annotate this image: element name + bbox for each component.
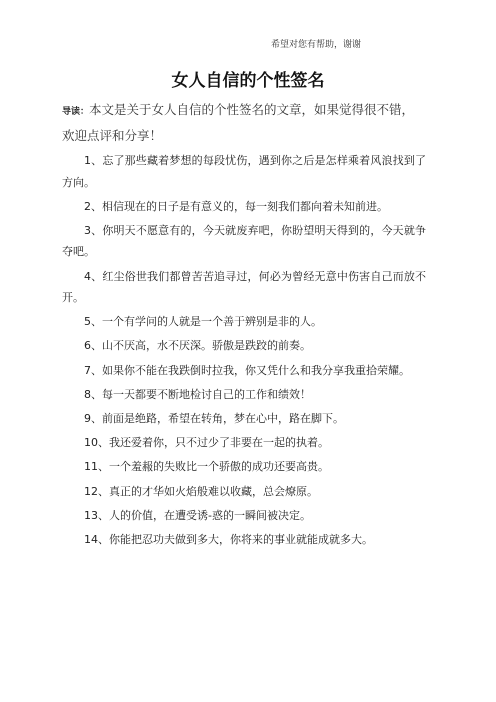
- list-item: 3、你明天不愿意有的，今天就废弃吧，你盼望明天得到的，今天就争夺吧。: [62, 223, 426, 259]
- list-item: 8、每一天都要不断地检讨自己的工作和绩效！: [84, 387, 311, 401]
- list-item: 7、如果你不能在我跌倒时拉我，你又凭什么和我分享我重拾荣耀。: [84, 363, 410, 377]
- header-note: 希望对您有帮助，谢谢: [270, 40, 361, 50]
- list-item: 1、忘了那些藏着梦想的每段忧伤，遇到你之后是怎样乘着风浪找到了方向。: [62, 154, 426, 189]
- list-item: 5、一个有学问的人就是一个善于辨别是非的人。: [84, 315, 322, 329]
- list-item: 4、红尘俗世我们都曾苦苦追寻过，何必为曾经无意中伤害自己而放不开。: [62, 269, 426, 305]
- list-item: 10、我还爱着你，只不过少了非要在一起的执着。: [84, 436, 329, 450]
- page-title: 女人自信的个性签名: [171, 71, 325, 91]
- list-item: 6、山不厌高，水不厌深。骄傲是跌跤的前奏。: [84, 339, 311, 353]
- list-item: 14、你能把忍功夫做到多大，你将来的事业就能成就多大。: [84, 532, 373, 546]
- document-body: [62, 150, 426, 553]
- list-item: 9、前面是绝路，希望在转角，梦在心中，路在脚下。: [84, 412, 344, 425]
- list-item: 2、相信现在的日子是有意义的，每一刻我们都向着未知前进。: [84, 199, 388, 213]
- intro-label: 导读：: [62, 107, 90, 117]
- intro-text: 本文是关于女人自信的个性签名的文章，如果觉得很不错，欢迎点评和分享！: [62, 102, 415, 143]
- list-item: 11、一个羞赧的失败比一个骄傲的成功还要高贵。: [84, 460, 329, 474]
- intro-paragraph: [62, 98, 426, 147]
- list-item: 12、真正的才华如火焰般难以收藏，总会燎原。: [84, 484, 318, 498]
- list-item: 13、人的价值，在遭受诱-惑的一瞬间被决定。: [84, 508, 311, 522]
